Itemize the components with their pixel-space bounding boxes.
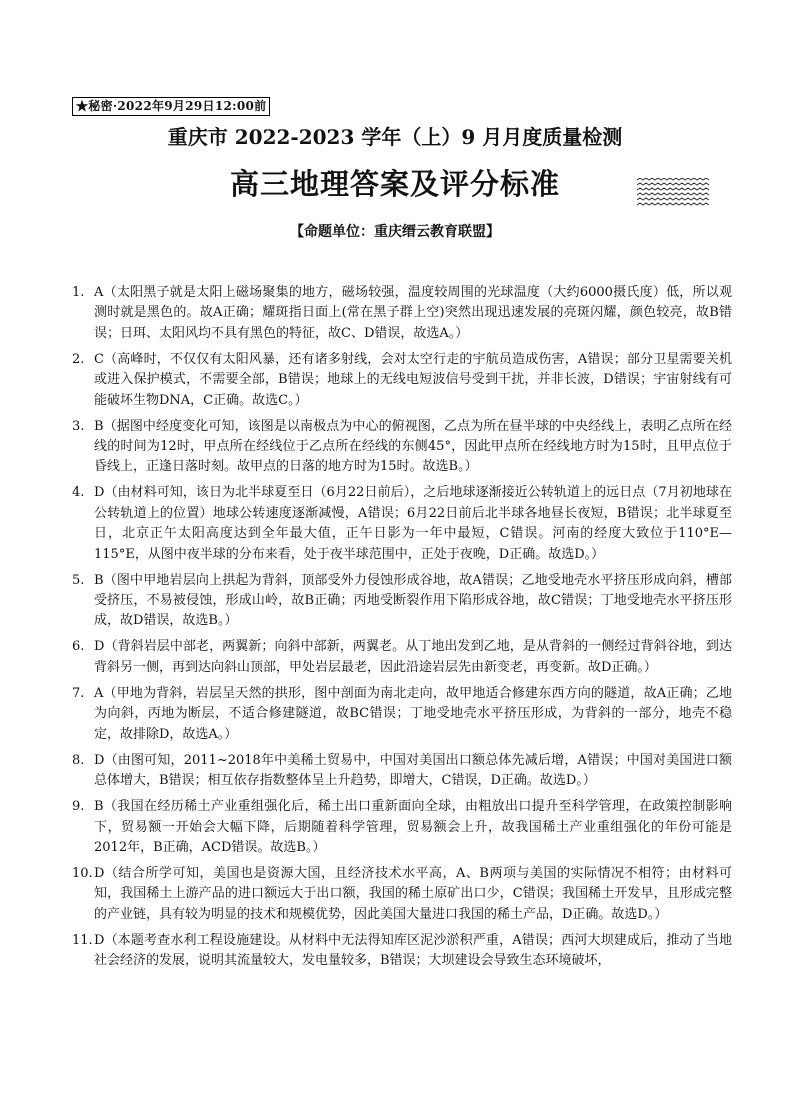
answer-number: 9. xyxy=(72,799,85,815)
author-unit: 【命题单位：重庆缙云教育联盟】 xyxy=(290,224,500,240)
exam-title: 重庆市 2022-2023 学年（上）9 月月度质量检测 xyxy=(167,125,623,149)
document-subtitle: 高三地理答案及评分标准 xyxy=(229,167,560,201)
answer-text: B（图中甲地岩层向上拱起为背斜，顶部受外力侵蚀形成谷地，故A错误；乙地受地壳水平挤压形成向斜，槽部受挤压，不易被侵蚀，形成山岭，故B正确；丙地受断裂作用下陷形成谷地，故C错误；丁地受地壳水平挤压形成，故D错误，故选B。） xyxy=(94,572,732,629)
answer-text: D（背斜岩层中部老，两翼新；向斜中部新，两翼老。从丁地出发到乙地，是从背斜的一侧经过背斜谷地，到达背斜另一侧，再到达向斜山顶部，甲处岩层最老，因此沿途岩层先由新变老，再变新。故D正确。） xyxy=(94,639,732,675)
answer-item xyxy=(72,417,732,478)
answer-text: D（本题考查水利工程设施建设。从材料中无法得知库区泥沙淤积严重，A错误；西河大坝建成后，推动了当地社会经济的发展，说明其流量较大，发电量较多，B错误；大坝建设会导致生态环境破坏， xyxy=(94,932,732,969)
answer-item xyxy=(72,797,732,858)
answer-text: D（由材料可知，该日为北半球夏至日（6月22日前后），之后地球逐渐接近公转轨道上的远日点（7月初地球在公转轨道上的位置）地球公转速度逐渐减慢，A错误；6月22日前后北半球各地昼长夜短，B错误；北半球夏至日，北京正午太阳高度达到全年最大值，正午日影为一年中最短，C错误。河南的经度大致位于110°E—115°E，从图中夜半球的分布来看，处于夜半球范围中，正处于夜晚，D正确。故选D。） xyxy=(94,485,732,562)
answer-text: D（由图可知，2011~2018年中美稀土贸易中，中国对美国出口额总体先减后增，A错误；中国对美国进口额总体增大，B错误；相互依存指数整体呈上升趋势，即增大，C错误，D正确。故选D。） xyxy=(94,752,732,789)
answer-text: A（甲地为背斜，岩层呈天然的拱形，图中剖面为南北走向，故甲地适合修建东西方向的隧道，故A正确；乙地为向斜，丙地为断层，不适合修建隧道，故BC错误；丁地受地壳水平挤压形成，为背斜的一部分，地壳不稳定，故排除D，故选A。） xyxy=(94,685,732,742)
answer-number: 3. xyxy=(72,418,85,434)
answer-item xyxy=(72,684,732,745)
answer-text: C（高峰时，不仅仅有太阳风暴，还有诸多射线，会对太空行走的宇航员造成伤害，A错误；部分卫星需要关机或进入保护模式，不需要全部，B错误；地球上的无线电短波信号受到干扰，并非长波，D错误；宇宙射线有可能破坏生物DNA，C正确。故选C。） xyxy=(94,351,732,408)
answer-list xyxy=(72,283,732,977)
answer-item xyxy=(72,637,732,678)
answer-item xyxy=(72,751,732,792)
answer-item xyxy=(72,283,732,344)
answer-number: 5. xyxy=(72,572,85,588)
answer-item xyxy=(72,864,732,925)
answer-item xyxy=(72,350,732,411)
answer-text: A（太阳黑子就是太阳上磁场聚集的地方，磁场较强，温度较周围的光球温度（大约6000摄氏度）低，所以观测时就是黑色的。故A正确；耀斑指日面上(常在黑子群上空)突然出现迅速发展的亮斑闪耀，颜色较亮，故B错误；日珥、太阳风均不具有黑色的特征，故C、D错误，故选A。） xyxy=(94,285,732,341)
answer-text: B（据图中经度变化可知，该图是以南极点为中心的俯视图，乙点为所在昼半球的中央经线上，表明乙点所在经线的时间为12时，甲点所在经线位于乙点所在经线的东侧45°，因此甲点所在经线地方时为15时，且甲点位于昏线上，正逢日落时刻。故甲点的日落的地方时为15时。故选B。） xyxy=(94,418,732,475)
answer-item xyxy=(72,483,732,565)
decorative-hatch-icon xyxy=(637,178,709,208)
answer-number: 7. xyxy=(72,685,85,701)
answer-item xyxy=(72,571,732,632)
answer-number: 2. xyxy=(72,351,85,367)
answer-number: 4. xyxy=(72,485,85,501)
answer-number: 1. xyxy=(72,285,85,300)
answer-text: D（结合所学可知，美国也是资源大国，且经济技术水平高，A、B两项与美国的实际情况不相符；由材料可知，我国稀土上游产品的进口额远大于出口额，我国的稀土原矿出口少，C错误；我国稀土开发早，且形成完整的产业链，具有较为明显的技术和规模优势，因此美国大量进口我国的稀土产品，D正确。故选D。） xyxy=(94,865,732,922)
answer-number: 6. xyxy=(72,639,85,655)
answer-item xyxy=(72,931,732,972)
answer-number: 11. xyxy=(72,932,93,948)
confidential-tag: ★秘密·2022年9月29日12:00前 xyxy=(72,97,270,116)
answer-number: 10. xyxy=(72,865,93,881)
answer-number: 8. xyxy=(72,752,85,768)
answer-text: B（我国在经历稀土产业重组强化后，稀土出口重新面向全球，由粗放出口提升至科学管理，在政策控制影响下，贸易额一开始会大幅下降，后期随着科学管理，贸易额会上升，故我国稀土产业重组强化的年份可能是2012年，B正确，ACD错误。故选B。） xyxy=(94,799,732,855)
